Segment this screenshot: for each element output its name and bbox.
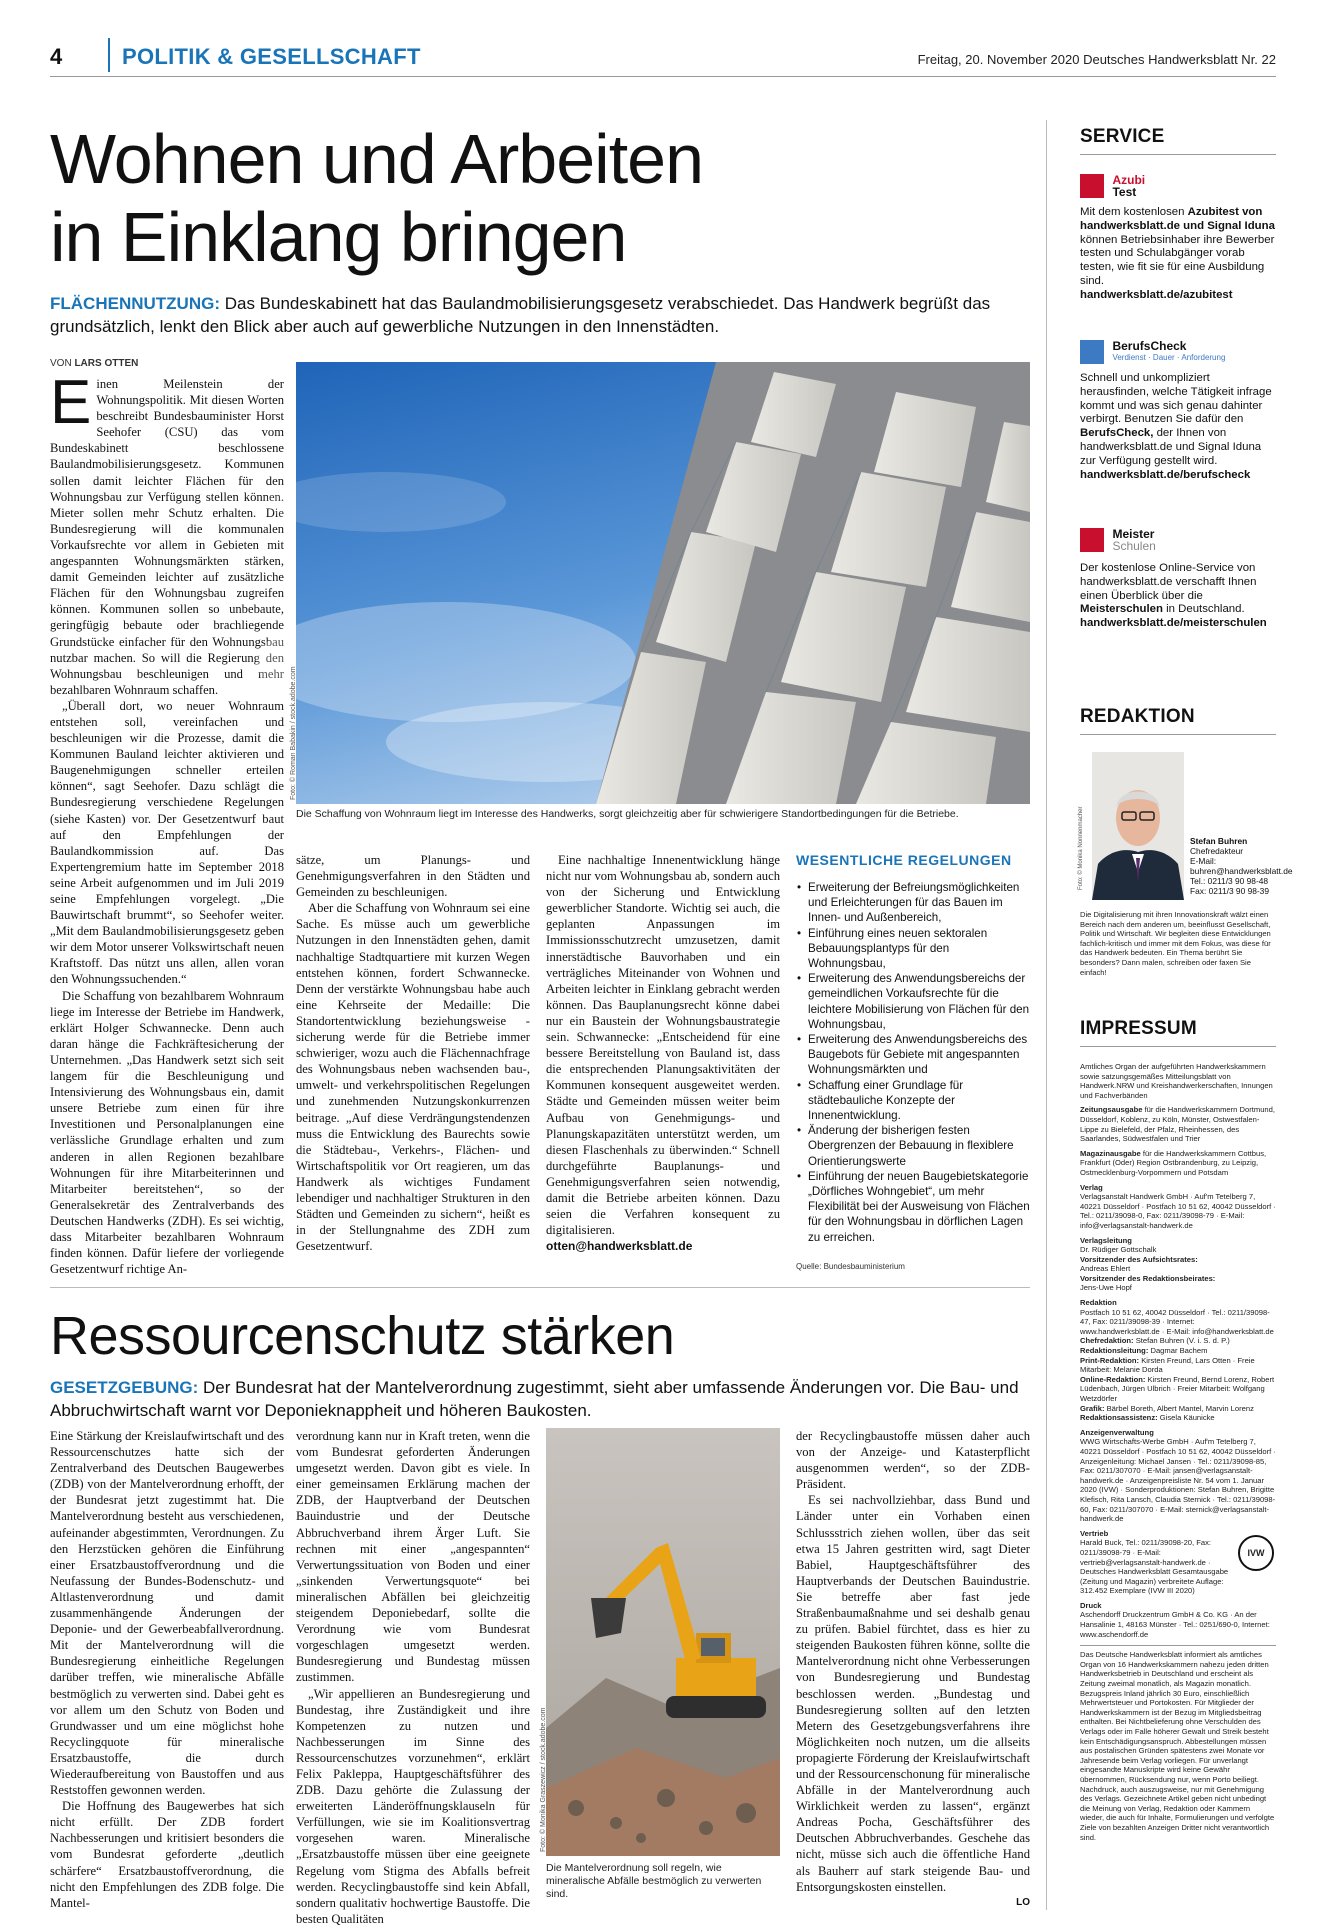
editor-fax: Fax: 0211/3 90 98-39 <box>1190 886 1269 896</box>
beruf-link[interactable]: handwerksblatt.de/berufscheck <box>1080 468 1251 481</box>
editor-role: Chefredakteur <box>1190 846 1244 856</box>
building-photo-image <box>296 362 1030 804</box>
meister-link[interactable]: handwerksblatt.de/meisterschulen <box>1080 617 1267 630</box>
imp-aufsicht: Andreas Ehlert <box>1080 1264 1131 1274</box>
article1-col1-p3: Die Schaffung von bezahlbarem Wohnraum liege im Interesse der Betriebe im Handwerk, erklärt Holger Schwannecke. Denn auch daran hänge die Fachkräftesicherung der Unternehmen. „Das Handwerk setzt sich seit langem für die Beschleunigung und Intensivierung des Wohnungsbaus ein, damit unsere Betriebe zum einen für ihre Investitionen und Personalplanungen eine verlässliche Grundlage erhalten und zum anderen in allen Regionen bezahlbare Wohnungen für ihre Mitarbeiterinnen und Mitarbeiter bereitstehen“, so der Generalsekretär des Zentralverbands des Deutschen Handwerks (ZDH). Es sei wichtig, dass Mitarbeiter bezahlbaren Wohnraum finden können. Dafür liefere der vorliegende Gesetzentwurf richtige An- <box>50 988 284 1277</box>
article2-col3-p1: der Recyclingbaustoffe müssen daher auch von der Anzeige- und Katasterpflicht ausgenommen werden“, so der ZDB-Präsident. <box>796 1429 1030 1492</box>
imp-vertrieb-label: Vertrieb <box>1080 1528 1109 1538</box>
azubi-logo-line1: Azubi <box>1112 173 1146 187</box>
imp-intro: Amtliches Organ der aufgeführten Handwerkskammern sowie satzungsgemäßes Mitteilungsblatt von Handwerk.NRW und Kreishandwerkerschaften, Innungen und Fachverbänden <box>1080 1062 1273 1100</box>
article1-column-1 <box>50 368 284 1280</box>
azubi-link[interactable]: handwerksblatt.de/azubitest <box>1080 288 1233 301</box>
meister-logo-line1: Meister <box>1112 527 1155 541</box>
article1-headline-line2: in Einklang bringen <box>50 198 627 276</box>
imp-leitung: Dr. Rüdiger Gottschalk <box>1080 1245 1157 1255</box>
ivw-label: IVW <box>1247 1547 1265 1558</box>
editor-photo <box>1092 752 1184 900</box>
azubi-logo <box>1080 174 1276 198</box>
imp-print: Kirsten Freund, Lars Otten · Freie Mitarbeit: Melanie Dorda <box>1080 1355 1255 1375</box>
imp-zeitung-label: Zeitungsausgabe <box>1080 1105 1143 1115</box>
imp-grafik: Bärbel Boreth, Albert Mantel, Marvin Lorenz <box>1104 1403 1254 1413</box>
imp-online-label: Online-Redaktion: <box>1080 1374 1146 1384</box>
imp-chef: Stefan Buhren (V. i. S. d. P.) <box>1133 1336 1230 1346</box>
box-item: • Einführung der neuen Baugebietskategorie „Dörfliches Wohngebiet“, um mehr Flexibilität bei der Ausweisung von Flächen für den Wohnungsbau in dörflichen Lagen zu erreichen. <box>796 1169 1030 1245</box>
sidebar-rule <box>1080 734 1276 735</box>
article1-col1-p2: „Überall dort, wo neuer Wohnraum entstehen soll, vereinfachen und beschleunigen wir die Prozesse, damit die Kommunen Bauland leichter aktivieren und Baugenehmigungen schneller erteilen können“, sagt Seehofer. Dazu schlägt die Bundesregierung verschiedene Regelungen (siehe Kasten) vor. Der Gesetzentwurf baut auf den Empfehlungen der Baulandkommission auf. Das Expertengremium hatte im September 2018 seine Arbeit aufgenommen und im Juli 2019 seine Empfehlungen vorgelegt. „Die Bauwirtschaft brummt“, so Seehofer weiter. „Mit dem Baulandmobilisierungsgesetz geben wir dem Motor unserer Volkswirtschaft neuen Kraftstoff. Das nützt uns allen, allen voran den Wohnungssuchenden.“ <box>50 698 284 987</box>
meister-text-2: in Deutschland. <box>1162 603 1245 616</box>
imp-anz: WWG Wirtschafts-Werbe GmbH · Auf'm Tetelberg 7, 40221 Düsseldorf · Postfach 10 51 62, 40042 Düsseldorf · Anzeigenleitung: Michael Jansen · Tel.: 0211/39098-85, Fax: 0211/307070 · E-Mail: jansen@verlagsanstalt-handwerk.de · Anzeigenpreisliste Nr. 54 vom 1. Januar 2020 (IVW) · Sonderproduktionen: Stefan Buhren, Brigitte Klefisch, Rita Lansch, Claudia Sternick · Tel.: 0211/39098-60, Fax: 0211/307070 · E-Mail: sternick@verlagsanstalt-handwerk.de <box>1080 1437 1276 1524</box>
article1-col3-p1: Eine nachhaltige Innenentwicklung hänge nicht nur vom Wohnungsbau ab, sondern auch von der Sicherung und Entwicklung gewerblicher Standorte. Wichtig sei auch, die geplanten Anpassungen im Immissionsschutzrecht umzusetzen, damit innerstädtische Bauvorhaben und ein verträgliches Miteinander von Wohnen und Arbeiten leichter in Einklang gebracht werden können. Das Bauplanungsrecht könne dabei nur ein Baustein der Wohnungsbaustrategie sein. Schwannecke: „Entscheidend für eine bessere Bereitstellung von Bauland ist, dass die entsprechenden Planungsaktivitäten der Kommunen konsequent ausgeweitet werden. Städte und Gemeinden müssen weiter beim Aufbau von Genehmigungs- und Planungskapazitäten unterstützt werden, um diesen Flaschenhals zu überwinden.“ Schnell durchgeführte Bauplanungs- und Genehmigungsverfahren seien notwendig, damit die Betriebe arbeiten können. Dazu seien die Verfahren konsequent zu digitalisieren. <box>546 853 780 1238</box>
imp-red: Postfach 10 51 62, 40042 Düsseldorf · Tel.: 0211/39098-47, Fax: 0211/39098-39 · Internet: www.handwerksblatt.de · E-Mail: info@handwerksblatt.de <box>1080 1307 1274 1336</box>
article1-lead-text: Das Bundeskabinett hat das Baulandmobilisierungsgesetz verabschiedet. Das Handwerk begrüßt das grundsätzlich, lenkt den Blick aber auch auf gewerbliche Nutzungen in den Innenstädten. <box>50 294 991 336</box>
azubi-text-2: können Betriebsinhaber ihre Bewerber testen und Schulabgänger vorab testen, wie fit sie für eine Ausbildung sind. <box>1080 233 1275 287</box>
byline-prefix: VON <box>50 358 72 369</box>
article1-kicker: FLÄCHENNUTZUNG: <box>50 294 220 313</box>
service-heading: SERVICE <box>1080 126 1165 147</box>
editor-photo-credit: Foto: © Monika Nonnenmacher <box>1078 806 1084 890</box>
article2-sign: LO <box>1016 1896 1030 1908</box>
editor-info <box>1190 836 1293 896</box>
photo2-credit: Foto: © Monika Graszewicz / stock.adobe.com <box>540 1707 547 1852</box>
imp-magazin-label: Magazinausgabe <box>1080 1148 1141 1158</box>
photo-caption: Die Schaffung von Wohnraum liegt im Interesse des Handwerks, sorgt gleichzeitig aber für schwierigere Standortbedingungen für die Betriebe. <box>296 808 959 820</box>
date-line: Freitag, 20. November 2020 Deutsches Handwerksblatt Nr. 22 <box>917 52 1276 67</box>
list-icon <box>1080 340 1104 364</box>
box-item: • Schaffung einer Grundlage für städtebauliche Konzepte der Innenentwicklung. <box>796 1078 1030 1124</box>
article2-column-1 <box>50 1428 284 1912</box>
imp-anz-label: Anzeigenverwaltung <box>1080 1427 1154 1437</box>
imp-beirat: Jens-Uwe Hopf <box>1080 1283 1132 1293</box>
section-title: POLITIK & GESELLSCHAFT <box>122 44 421 69</box>
imp-redlt: Dagmar Bachem <box>1148 1346 1208 1356</box>
imp-druck: Aschendorff Druckzentrum GmbH & Co. KG · An der Hansalinie 1, 48163 Münster · Tel.: 0251/690-0, Internet: www.aschendorff.de <box>1080 1610 1270 1639</box>
article2-column-3 <box>796 1428 1030 1912</box>
article2-headline: Ressourcenschutz stärken <box>50 1306 675 1366</box>
imp-redlt-label: Redaktionsleitung: <box>1080 1346 1149 1356</box>
beruf-logo <box>1080 340 1276 364</box>
imp-assist: Gisela Käunicke <box>1157 1413 1215 1423</box>
article1-col1-p1: inen Meilenstein der Wohnungspolitik. Mit diesen Worten beschreibt Bundesbauminister Horst Seehofer (CSU) das vom Bundeskabinett beschlossene Baulandmobilisierungsgesetz. Kommunen sollen damit leichter Flächen für den Wohnungsbau zur Verfügung stellen können. Mieter sollen mehr Schutz erhalten. Die Bundesregierung will die kommunalen Vorkaufsrechte vor allem in Gebieten mit angespannten Wohnungsmärkten stärken, damit Gemeinden leichter auf zusätzliche Flächen für den Wohnungsbau zugreifen können. Kommunen sollen so unbebaute, geringfügig bebaute oder brachliegende Grundstücke einfacher für den Wohnungsbau nutzbar machen. So will die Regierung den Wohnungsbau beschleunigen und mehr bezahlbaren Wohnraum schaffen. <box>50 377 284 697</box>
photo-credit: Foto: © Roman Babakin / stock.adobe.com <box>290 666 297 800</box>
azubi-text-bold: Azubitest von handwerksblatt.de und Signal Iduna <box>1080 206 1275 232</box>
page-number: 4 <box>50 44 63 69</box>
beruf-text-bold: BerufsCheck, <box>1080 427 1154 440</box>
article2-lead-text: Der Bundesrat hat der Mantelverordnung zugestimmt, sieht aber umfassende Änderungen vor. Die Bau- und Abbruchwirtschaft warnt vor Deponieknappheit und höheren Baukosten. <box>50 1378 1019 1420</box>
box-item: • Erweiterung des Anwendungsbereichs der gemeindlichen Vorkaufsrechte für die leichtere Mobilisierung von Flächen für den Wohnungsbau, <box>796 971 1030 1032</box>
article-divider <box>50 1287 1030 1288</box>
meister-m-icon <box>1080 528 1104 552</box>
article2-kicker: GESETZGEBUNG: <box>50 1378 199 1397</box>
beruf-text <box>1080 372 1276 482</box>
box-item: • Erweiterung des Anwendungsbereichs des Baugebots für Gebiete mit angespannten Wohnungsmärkten und <box>796 1032 1030 1078</box>
imp-verlag: Verlagsanstalt Handwerk GmbH · Auf'm Tetelberg 7, 40221 Düsseldorf · Postfach 10 51 62, 40042 Düsseldorf · Tel.: 0211/39098-0, Fax: 0211/39098-79 · E-Mail: info@verlagsanstalt-handwerk.de <box>1080 1192 1276 1230</box>
dropcap: E <box>50 368 92 437</box>
building-photo <box>296 362 1030 804</box>
header-rule <box>50 76 1276 77</box>
impressum-heading: IMPRESSUM <box>1080 1018 1197 1039</box>
byline-author: LARS OTTEN <box>74 358 139 369</box>
box-item: • Einführung eines neuen sektoralen Bebauungsplantyps für den Wohnungsbau, <box>796 926 1030 972</box>
box-list <box>796 880 1030 1245</box>
photo2-caption: Die Mantelverordnung soll regeln, wie mineralische Abfälle bestmöglich zu verwerten sind. <box>546 1862 762 1900</box>
article1-lead <box>50 292 1010 338</box>
azubi-logo-line2: Test <box>1112 185 1137 199</box>
beruf-logo-text: BerufsCheck <box>1112 339 1187 353</box>
article2-col1-p1: Eine Stärkung der Kreislaufwirtschaft und des Ressourcenschutzes hatte sich der Zentralverband des Deutschen Baugewerbes (ZDB) von der Mantelverordnung erhofft, der der Bundesrat jetzt zugestimmt hat. Die Mantelverordnung besteht aus verschiedenen, aufeinander abgestimmten, Verordnungen. Zu den Herzstücken gehören die Einführung einer Ersatzbaustoffverordnung und die Neufassung der Bundes-Bodenschutz- und Altlastenverordnung und damit zusammenhängende Änderungen der Deponie- und der Gewerbeabfallverordnung. Mit der Mantelverordnung will die Bundesregierung einheitliche Regelungen darüber treffen, wie mineralische Abfälle bestmöglich zu verwerten sind. Dabei geht es vor allem um den Schutz von Boden und Grundwasser und um eine möglichst hohe Recyclingquote für mineralische Ersatzbaustoffe, die durch Wiederaufbereitung von Baustoffen und aus Reststoffen gewonnen werden. <box>50 1429 284 1798</box>
meister-text <box>1080 562 1276 631</box>
imp-chef-label: Chefredaktion: <box>1080 1336 1134 1346</box>
meister-logo-line2: Schulen <box>1112 539 1156 553</box>
box-item: • Erweiterung der Befreiungsmöglichkeiten und Erleichterungen für das Bauen im Innen- und Außenbereich, <box>796 880 1030 926</box>
box-item: • Änderung der bisherigen festen Obergrenzen der Bebauung in flexiblere Orientierungswerte <box>796 1123 1030 1169</box>
ivw-logo <box>1238 1535 1274 1571</box>
article2-col3-p2: Es sei nachvollziehbar, dass Bund und Länder unter ein Vorhaben einen Schlussstrich ziehen wollen, über das seit etwa 15 Jahren gestritten wird, sagt Dieter Babiel, Hauptgeschäftsführer des Hauptverbands der Deutschen Bauindustrie. Sie betreffe aber fast jede Straßenbaumaßnahme und sei deshalb genau zu prüfen. Babiel fürchtet, dass es hier zu steigenden Baukosten führen könne, sollte die Mantelverordnung nicht ohne Verbesserungen von Bundesregierung und Bundestag beschlossen werden. „Bundestag und Bundesregierung sollten auf den letzten Metern des Gesetzgebungsverfahrens ihre Möglichkeiten noch nutzen, um die allseits propagierte Förderung der Kreislaufwirtschaft und der Ressourcenschonung für mineralische Abfälle in der Mantelverordnung auch Wirklichkeit werden zu lassen“, ergänzt Andreas Pocha, Geschäftsführer des Deutschen Abbruchverbandes. Geschehe das nicht, müsse sich auch die öffentliche Hand als Bauherr auf stark steigende Bau- und Entsorgungskosten einstellen. <box>796 1493 1030 1894</box>
article2-column-2 <box>296 1428 530 1926</box>
article1-headline-line1: Wohnen und Arbeiten <box>50 120 704 198</box>
redaktion-heading: REDAKTION <box>1080 706 1195 727</box>
sidebar-divider <box>1046 120 1047 1910</box>
editor-email[interactable]: E-Mail: buhren@handwerksblatt.de <box>1190 856 1293 876</box>
imp-leitung-label: Verlagsleitung <box>1080 1235 1132 1245</box>
beruf-text-2: der Ihnen von handwerksblatt.de und Signal Iduna zur Verfügung gestellt wird. <box>1080 427 1262 467</box>
impressum-body <box>1080 1062 1276 1912</box>
imp-vertrieb: Harald Buck, Tel.: 0211/39098-20, Fax: 0211/39098-79 · E-Mail: vertrieb@verlagsanstalt-handwerk.de · Deutsches Handwerksblatt Gesamtausgabe (Zeitung und Magazin) verbreitete Auflage: 312.452 Exemplare (IVW III 2020) <box>1080 1538 1229 1596</box>
imp-assist-label: Redaktionsassistenz: <box>1080 1413 1158 1423</box>
meister-logo <box>1080 528 1276 552</box>
sidebar-rule <box>1080 154 1276 155</box>
beruf-logo-sub: Verdienst · Dauer · Anforderung <box>1112 353 1226 362</box>
azubi-check-icon <box>1080 174 1104 198</box>
article2-col1-p2: Die Hoffnung des Baugewerbes hat sich nicht erfüllt. Der ZDB fordert Nachbesserungen und kritisiert besonders die vom Bundesrat geforderte „deutlich schärfere“ Ersatzbaustoffverordnung, die nicht den Empfehlungen des ZDB folge. Die Mantel- <box>50 1799 284 1910</box>
azubi-text <box>1080 206 1276 303</box>
article1-headline <box>50 120 790 276</box>
article1-column-3 <box>546 852 780 1280</box>
article2-lead <box>50 1376 1030 1422</box>
article1-col2-p2: Aber die Schaffung von Wohnraum sei eine Sache. Es müsse auch um gewerbliche Nutzungen in den Innenstädten gehen, damit nachhaltige Stadtquartiere mit kurzen Wegen entstehen können, fordert Schwannecke. Denn der verstärkte Wohnungsbau habe auch eine Kehrseite der Medaille: Die Standortentwicklung beziehungsweise -sicherung werde für die Betriebe immer schwieriger, wozu auch die Flächennachfrage des Wohnungsbaus neben wachsenden bau-, umwelt- und verkehrspolitischen Regelungen und zunehmenden Nutzungskonkurrenzen beitrage. „Auf diese Verdrängungstendenzen muss die Entwicklung des Baurechts sowie die Städtebau-, Verkehrs-, Flächen- und Wirtschaftspolitik vor Ort reagieren, um das Handwerk als wichtiges Fundament lebendiger und nachhaltiger Strukturen in den Städten und Gemeinden zu sichern“, heißt es in der Stellungnahme des ZDH zum Gesetzentwurf. <box>296 901 530 1254</box>
imp-online: Kirsten Freund, Bernd Lorenz, Robert Lüdenbach, Jürgen Ulbrich · Freier Mitarbeit: Wolfgang Wetzdörfer <box>1080 1374 1275 1403</box>
imp-magazin: für die Handwerkskammern Cottbus, Frankfurt (Oder) Region Ostbrandenburg, zu Leipzig, Ostmecklenburg-Vorpommern und Potsdam <box>1080 1148 1267 1177</box>
imp-beirat-label: Vorsitzender des Redaktionsbeirates: <box>1080 1273 1216 1283</box>
imp-red-label: Redaktion <box>1080 1298 1117 1308</box>
excavator-photo-image <box>546 1428 780 1856</box>
meister-text-bold: Meisterschulen <box>1080 603 1163 616</box>
article1-col2-p1: sätze, um Planungs- und Genehmigungsverfahren in den Städten und Gemeinden zu beschleunigen. <box>296 853 530 900</box>
article1-column-2 <box>296 852 530 1280</box>
imp-druck-label: Druck <box>1080 1600 1102 1610</box>
azubi-text-1: Mit dem kostenlosen <box>1080 206 1188 218</box>
imp-closing: Das Deutsche Handwerksblatt informiert als amtliches Organ von 16 Handwerkskammern nahezu jeden dritten Handwerksbetrieb in Deutschland und erscheint als Zeitung zweimal monatlich, als Magazin monatlich. Bezugspreis Inland jährlich 30 Euro, einschließlich Mehrwertsteuer und Portokosten. Für Mitglieder der Handwerkskammern ist der Bezug im Mitgliedsbeitrag enthalten. Bei Nichtbelieferung ohne Verschulden des Verlags oder im Falle höherer Gewalt und Streik besteht kein Entschädigungsanspruch. Abbestellungen müssen aus postalischen Gründen spätestens zwei Monate vor Jahresende beim Verlag vorliegen. Für unverlangt eingesandte Manuskripte wird keine Gewähr übernommen, Rücksendung nur, wenn Porto beiliegt. Nachdruck, auch auszugsweise, nur mit Genehmigung des Verlags. Gezeichnete Artikel geben nicht unbedingt die Meinung von Verlag, Redaktion oder Kammern wieder, die auch für Inhalte, Formulierungen und verfolgte Ziele von bezahlten Anzeigen Dritter nicht verantwortlich sind. <box>1080 1645 1276 1842</box>
author-email[interactable]: otten@handwerksblatt.de <box>546 1239 693 1254</box>
imp-zeitung: für die Handwerkskammern Dortmund, Düsseldorf, Koblenz, zu Köln, Münster, Ostwestfalen-Lippe zu Bielefeld, der Pfalz, Rheinhessen, des Saarlandes, Südwestfalen und Trier <box>1080 1105 1275 1144</box>
box-title: WESENTLICHE REGELUNGEN <box>796 852 1012 868</box>
excavator-photo <box>546 1428 780 1856</box>
sidebar-rule <box>1080 1046 1276 1047</box>
editor-name: Stefan Buhren <box>1190 836 1248 846</box>
article2-col2-p2: „Wir appellieren an Bundesregierung und Bundestag, ihre Zuständigkeit und ihre Kompetenzen zu nutzen und Nachbesserungen im Sinne des Ressourcenschutzes vorzunehmen“, erklärt Felix Pakleppa, Hauptgeschäftsführer des ZDB. Dazu gehörte die Zulassung der erweiterten Länderöffnungsklauseln für Verfüllungen, wie sie im Koalitionsvertrag vorgesehen waren. Mineralische „Ersatzbaustoffe müssen über eine geeignete Regelung vom Stigma des Abfalls befreit werden. Recyclingbaustoffe sind kein Abfall, sondern qualitativ hochwertige Baustoffe. Die besten Qualitäten <box>296 1686 530 1926</box>
editor-portrait <box>1092 752 1184 900</box>
article2-col2-p1: verordnung kann nur in Kraft treten, wenn die vom Bundesrat geforderten Änderungen umgesetzt werden. Davon gibt es viele. In einer gemeinsamen Erklärung machen der ZDB, der Hauptverband der Deutschen Bauindustrie und der Deutsche Abbruchverband ihrem Ärger Luft. Sie rechnen mit einer „angespannten“ Verwertungssituation von Boden und einer „sinkenden Verwertungsquote“ bei mineralischen Abfällen bei gleichzeitig steigendem Deponiebedarf, sollte die Verordnung wie vom Bundesrat vorgeschlagen umgesetzt werden. Bundesregierung und Bundestag müssen zustimmen. <box>296 1429 530 1685</box>
imp-print-label: Print-Redaktion: <box>1080 1355 1140 1365</box>
imp-verlag-label: Verlag <box>1080 1182 1103 1192</box>
meister-text-1: Der kostenlose Online-Service von handwerksblatt.de verschafft Ihnen einen Überblick über die <box>1080 562 1257 602</box>
editor-tel: Tel.: 0211/3 90 98-48 <box>1190 876 1269 886</box>
box-source: Quelle: Bundesbauministerium <box>796 1262 905 1271</box>
redaktion-note: Die Digitalisierung mit ihren Innovationskraft wälzt einen Bereich nach dem anderen um, beeinflusst Gesellschaft, Politik und Wirtschaft. Wir begleiten diese Entwicklungen fachlich-kritisch und immer mit dem Fokus, was diese für das Handwerk bedeuten. Ein Thema berührt Sie besonders? Dann malen, schreiben oder faxen Sie einfach! <box>1080 910 1271 977</box>
beruf-text-1: Schnell und unkompliziert herausfinden, welche Tätigkeit infrage kommt und was sich genau dahinter verbirgt. Benutzen Sie dafür den <box>1080 372 1272 426</box>
imp-grafik-label: Grafik: <box>1080 1403 1105 1413</box>
imp-aufsicht-label: Vorsitzender des Aufsichtsrates: <box>1080 1254 1198 1264</box>
header-divider <box>108 38 110 72</box>
